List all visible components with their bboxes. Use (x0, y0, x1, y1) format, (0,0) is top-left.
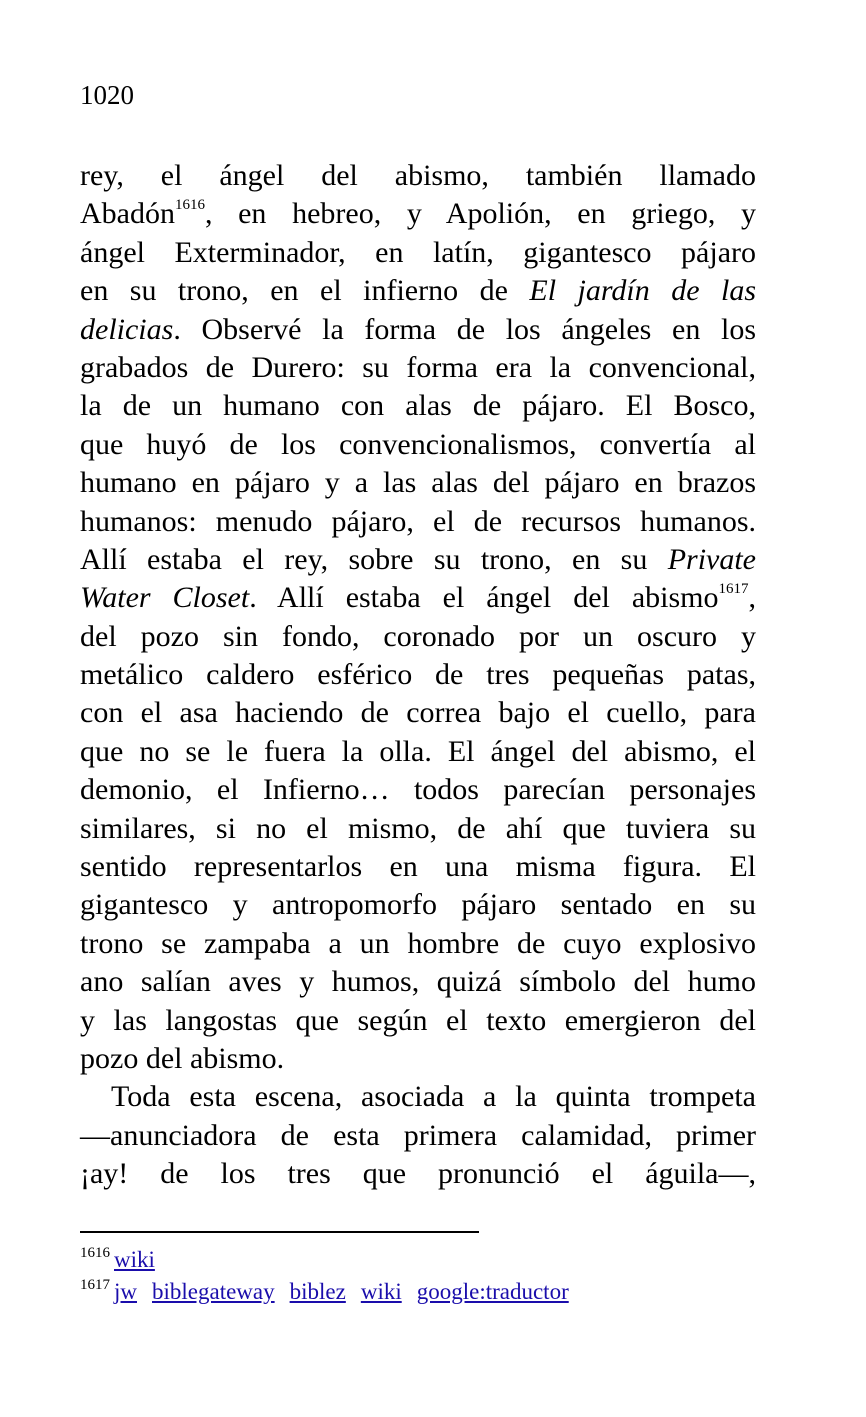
text-line: trono se zampaba a un hombre de cuyo explosivo (80, 926, 756, 960)
text-fragment: en su trono, en el infierno de (80, 274, 530, 308)
text-line: pozo del abismo. (80, 1041, 285, 1075)
footnote-1616 (80, 1244, 584, 1276)
text-fragment: Abadón (80, 197, 175, 231)
text-line: la de un humano con alas de pájaro. El Bosco, (80, 389, 756, 423)
footnote-link-google-traductor[interactable]: google:traductor (416, 1279, 569, 1304)
footnote-reference[interactable]: 1617 (718, 581, 749, 598)
body-text (80, 157, 756, 1194)
text-line: Toda esta escena, asociada a la quinta trompeta (111, 1080, 756, 1114)
italic-phrase: Water Closet (80, 581, 250, 615)
text-line: humanos: menudo pájaro, el de recursos humanos. (80, 504, 756, 538)
footnote-separator (80, 1231, 479, 1233)
footnote-number: 1616 (80, 1245, 110, 1261)
footnotes (80, 1244, 584, 1308)
text-line: similares, si no el mismo, de ahí que tuviera su (80, 811, 756, 845)
text-fragment: . Allí estaba el ángel del abismo (249, 581, 719, 615)
text-line: con el asa haciendo de correa bajo el cuello, para (80, 696, 756, 730)
text-line: grabados de Durero: su forma era la convencional, (80, 350, 756, 384)
text-line: humano en pájaro y a las alas del pájaro en brazos (80, 466, 756, 500)
text-line: ¡ay! de los tres que pronunció el águila―, (80, 1157, 756, 1191)
footnote-link-biblez[interactable]: biblez (289, 1279, 346, 1304)
text-line (80, 272, 756, 310)
text-line: que huyó de los convencionalismos, convertía al (80, 427, 756, 461)
text-fragment: . Observé la forma de los ángeles en los (173, 312, 756, 346)
text-line (80, 541, 756, 579)
text-line (80, 311, 756, 349)
text-line: demonio, el Infierno… todos parecían personajes (80, 773, 756, 807)
footnote-1617 (80, 1276, 584, 1308)
footnote-link-biblegateway[interactable]: biblegateway (152, 1279, 275, 1304)
artwork-title: delicias (80, 312, 174, 346)
text-line: metálico caldero esférico de tres pequeñas patas, (80, 658, 756, 692)
footnote-link-wiki[interactable]: wiki (114, 1247, 155, 1272)
text-line: sentido representarlos en una misma figura. El (80, 850, 756, 884)
text-line: gigantesco y antropomorfo pájaro sentado en su (80, 888, 756, 922)
text-line: y las langostas que según el texto emergieron del (80, 1003, 756, 1037)
text-line: ángel Exterminador, en latín, gigantesco pájaro (80, 235, 756, 269)
page-number: 1020 (80, 80, 134, 110)
text-line: que no se le fuera la olla. El ángel del abismo, el (80, 734, 756, 768)
italic-phrase: Private (667, 542, 756, 576)
footnote-link-wiki[interactable]: wiki (360, 1279, 402, 1304)
text-fragment: , (748, 581, 756, 615)
footnote-number: 1617 (80, 1277, 110, 1293)
text-line: ―anunciadora de esta primera calamidad, primer (80, 1118, 756, 1152)
footnote-link-jw[interactable]: jw (114, 1279, 137, 1304)
text-fragment: Allí estaba el rey, sobre su trono, en su (80, 542, 668, 576)
text-fragment: , en hebreo, y Apolión, en griego, y (204, 197, 756, 231)
text-line: rey, el ángel del abismo, también llamado (80, 159, 756, 192)
artwork-title: El jardín de las (529, 274, 757, 308)
text-line (80, 195, 756, 233)
text-line: ano salían aves y humos, quizá símbolo del humo (80, 965, 756, 999)
text-line (80, 579, 756, 617)
footnote-reference[interactable]: 1616 (174, 197, 205, 214)
text-line: del pozo sin fondo, coronado por un oscuro y (80, 619, 756, 653)
